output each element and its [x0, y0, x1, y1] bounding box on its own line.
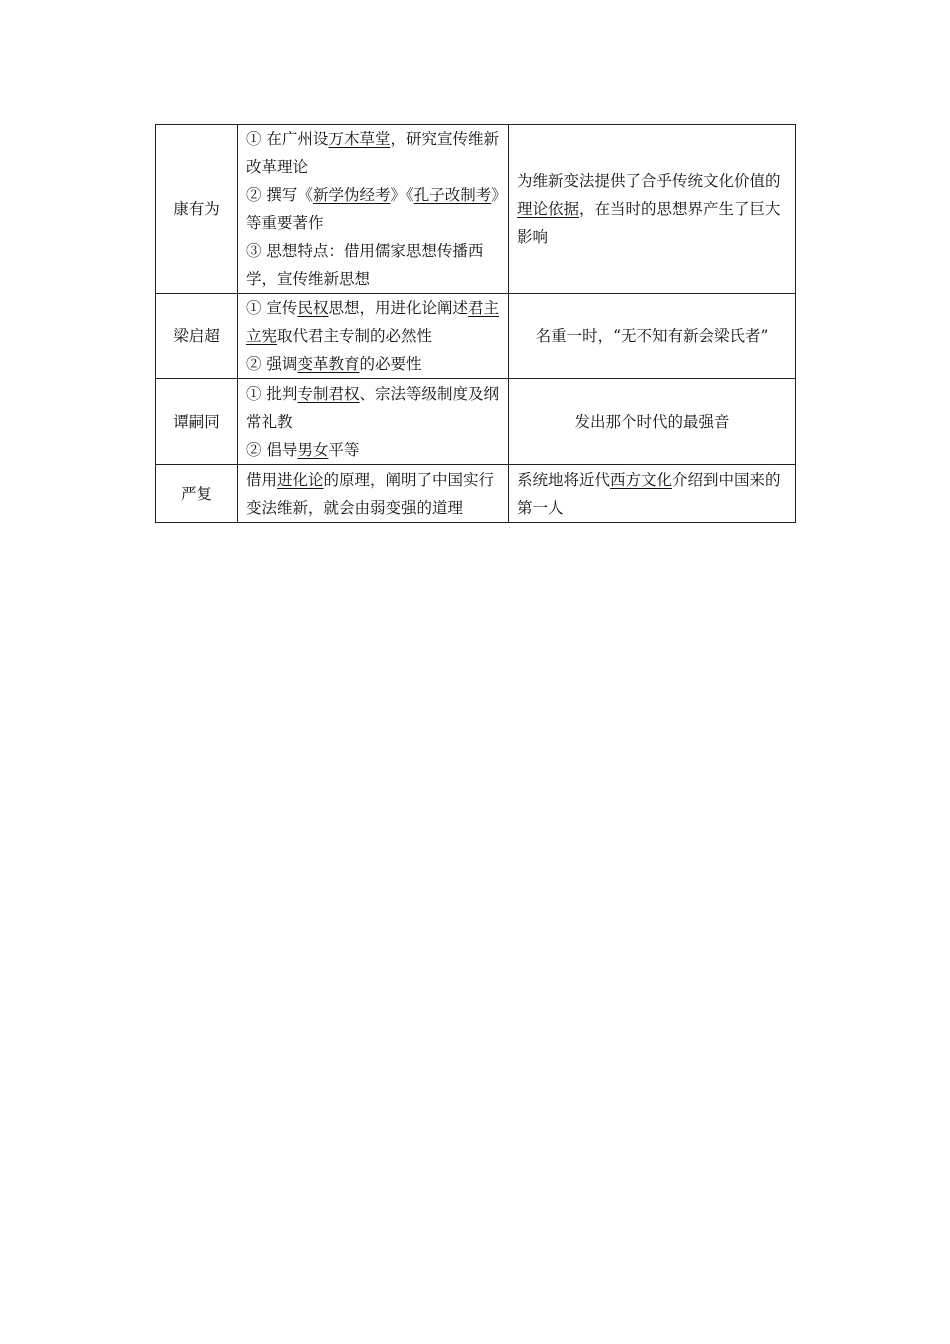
idea-text: 的原理，阐明了中国实行变法维新，就会由弱变强的道理 [246, 470, 495, 517]
person-name-cell [156, 465, 238, 523]
idea-text: 》等重要著作 [246, 186, 499, 232]
idea-item [246, 436, 500, 464]
idea-text: ① 批判 [246, 384, 298, 403]
idea-text: ，研究宣传维新改革理论 [246, 130, 499, 176]
table-body [156, 125, 796, 523]
table-row [156, 465, 796, 523]
impact-text: ，在当时的思想界产生了巨大影响 [517, 200, 781, 246]
person-name-cell [156, 294, 238, 379]
key-term: 孔子改制考 [413, 186, 492, 204]
reformers-table [155, 124, 796, 523]
table-row [156, 379, 796, 465]
impact-text: 名重一时，“无不知有新会梁氏者” [535, 327, 769, 345]
impact-cell [509, 379, 796, 465]
idea-item [246, 466, 500, 522]
impact-text: 发出那个时代的最强音 [574, 412, 730, 431]
person-name: 梁启超 [173, 327, 220, 345]
key-term: 理论依据 [517, 200, 580, 218]
impact-text: 系统地将近代 [517, 470, 611, 489]
key-term: 民权 [297, 299, 329, 317]
idea-text: 取代君主专制的必然性 [277, 327, 433, 345]
ideas-cell [238, 465, 509, 523]
key-term: 男女 [297, 440, 329, 459]
impact-cell [509, 294, 796, 379]
idea-item [246, 125, 500, 181]
person-name-cell [156, 125, 238, 294]
idea-text: ② 倡导 [246, 440, 298, 459]
idea-text: 的必要性 [359, 355, 422, 373]
key-term: 君主立宪 [246, 299, 499, 345]
idea-item [246, 350, 500, 378]
idea-item [246, 237, 500, 293]
person-name-cell [156, 379, 238, 465]
table-row [156, 125, 796, 294]
idea-text: ② 撰写《 [246, 186, 313, 204]
key-term: 万木草堂 [328, 130, 391, 148]
idea-text: 思想，用进化论阐述 [328, 299, 468, 317]
key-term: 专制君权 [297, 384, 360, 403]
idea-item [246, 294, 500, 350]
idea-item [246, 181, 500, 237]
impact-text: 介绍到中国来的第一人 [517, 470, 781, 517]
idea-text: ③ 思想特点：借用儒家思想传播西学，宣传维新思想 [246, 242, 484, 288]
ideas-cell [238, 125, 509, 294]
key-term: 进化论 [277, 470, 324, 489]
impact-text: 为维新变法提供了合乎传统文化价值的 [517, 172, 781, 190]
person-name: 谭嗣同 [173, 412, 220, 431]
person-name: 康有为 [173, 200, 220, 218]
idea-text: 、宗法等级制度及纲常礼教 [246, 384, 499, 431]
idea-item [246, 380, 500, 436]
idea-text: 》《 [390, 186, 414, 204]
idea-text: 平等 [328, 440, 360, 459]
impact-cell [509, 125, 796, 294]
table-row [156, 294, 796, 379]
key-term: 西方文化 [610, 470, 673, 489]
ideas-cell [238, 294, 509, 379]
idea-text: 借用 [246, 470, 278, 489]
ideas-cell [238, 379, 509, 465]
person-name: 严复 [180, 484, 212, 503]
idea-text: ① 在广州设 [246, 130, 329, 148]
key-term: 新学伪经考 [312, 186, 391, 204]
idea-text: ① 宣传 [246, 299, 298, 317]
impact-cell [509, 465, 796, 523]
idea-text: ② 强调 [246, 355, 298, 373]
key-term: 变革教育 [297, 355, 360, 373]
